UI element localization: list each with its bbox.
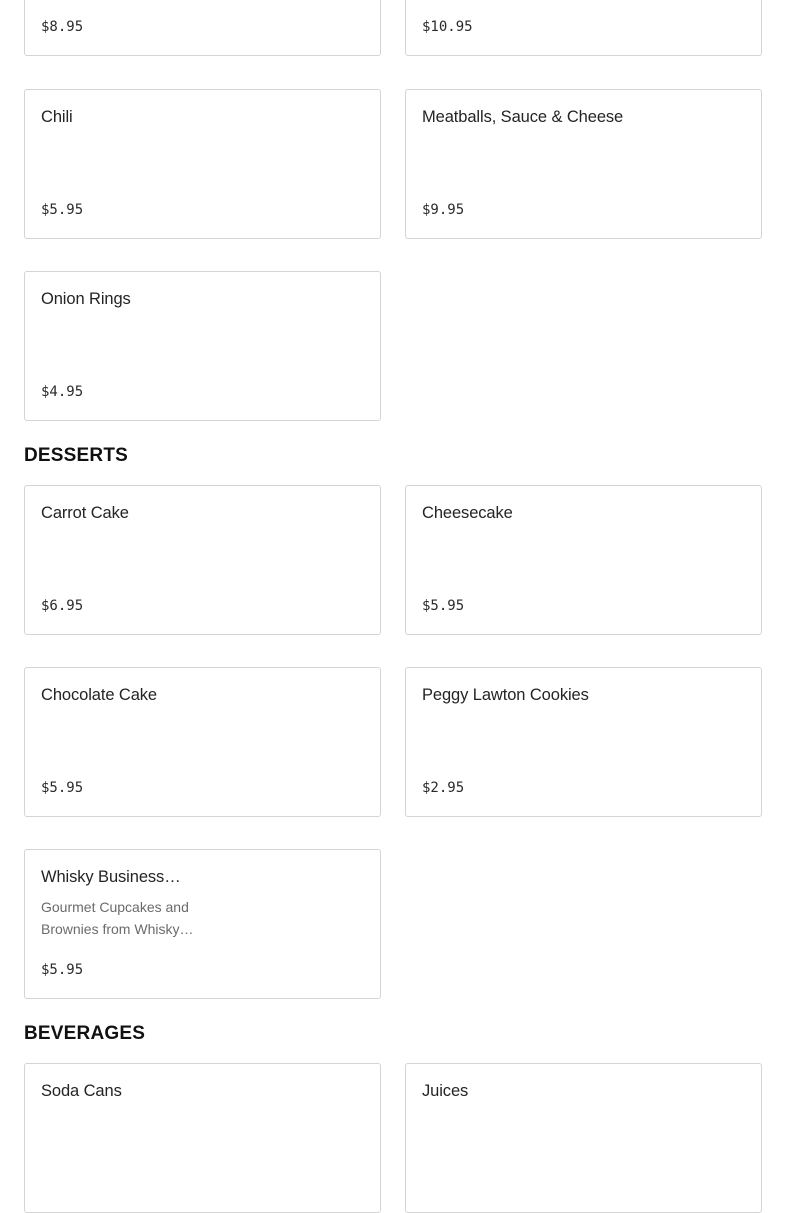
item-name: Soda Cans bbox=[41, 1082, 122, 1100]
item-name: Carrot Cake bbox=[41, 504, 129, 522]
menu-item-card[interactable] bbox=[405, 89, 762, 239]
item-name: Meatballs, Sauce & Cheese bbox=[422, 108, 624, 126]
menu-item-card[interactable] bbox=[24, 271, 381, 421]
menu-item-card[interactable] bbox=[405, 1063, 762, 1213]
item-name: Juices bbox=[422, 1082, 469, 1100]
menu-item-card[interactable] bbox=[24, 667, 381, 817]
item-name: Onion Rings bbox=[41, 290, 131, 308]
item-name: Cheesecake bbox=[422, 504, 513, 522]
item-price: $5.95 bbox=[422, 598, 465, 614]
menu-item-card[interactable] bbox=[405, 667, 762, 817]
menu-item-card[interactable] bbox=[24, 89, 381, 239]
item-price: $4.95 bbox=[41, 384, 84, 400]
menu-item-card[interactable] bbox=[24, 485, 381, 635]
item-price: $10.95 bbox=[422, 19, 473, 35]
item-price: $5.95 bbox=[41, 202, 84, 218]
item-price: $2.95 bbox=[422, 780, 465, 796]
item-price: $5.95 bbox=[41, 962, 84, 978]
section-title-beverages: BEVERAGES bbox=[24, 1023, 146, 1044]
menu-item-card[interactable] bbox=[24, 0, 381, 56]
item-price: $5.95 bbox=[41, 780, 84, 796]
menu-item-card[interactable] bbox=[24, 849, 381, 999]
item-price: $6.95 bbox=[41, 598, 84, 614]
item-name: Peggy Lawton Cookies bbox=[422, 686, 589, 704]
section-title-desserts: DESSERTS bbox=[24, 445, 129, 466]
item-price: $8.95 bbox=[41, 19, 84, 35]
item-name: Whisky Business… bbox=[41, 868, 181, 886]
item-name: Chocolate Cake bbox=[41, 686, 158, 704]
menu-item-card[interactable] bbox=[405, 485, 762, 635]
item-name: Chili bbox=[41, 108, 73, 126]
menu-item-card[interactable] bbox=[405, 0, 762, 56]
menu-item-card[interactable] bbox=[24, 1063, 381, 1213]
item-price: $9.95 bbox=[422, 202, 465, 218]
item-description: Gourmet Cupcakes and Brownies from Whisky… bbox=[41, 899, 194, 937]
